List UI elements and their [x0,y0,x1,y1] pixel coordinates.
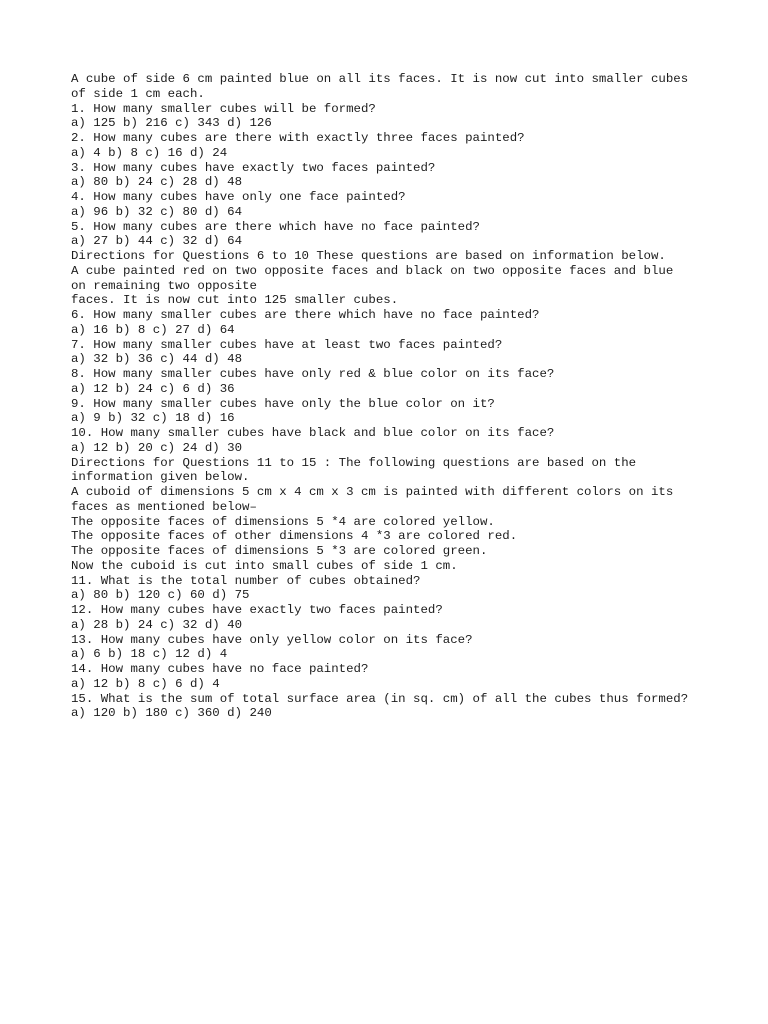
intro-text: faces as mentioned below– [71,499,257,514]
question-text: 2. How many cubes are there with exactly three faces painted? [71,131,525,145]
question-text: 12. How many cubes have exactly two faces painted? [71,603,443,617]
intro-text: A cube painted red on two opposite faces and black on two opposite faces and blue [71,263,674,278]
answer-options: a) 96 b) 32 c) 80 d) 64 [71,204,243,219]
question-text: 15. What is the sum of total surface area (in sq. cm) of all the cubes thus formed? [71,691,689,706]
question-text: 8. How many smaller cubes have only red & blue color on its face? [71,367,555,381]
intro-text: A cuboid of dimensions 5 cm x 4 cm x 3 cm is painted with different colors on its [71,485,674,499]
answer-options: a) 4 b) 8 c) 16 d) 24 [71,145,228,160]
intro-text: of side 1 cm each. [71,86,205,101]
intro-text: A cube of side 6 cm painted blue on all its faces. It is now cut into smaller cubes [71,72,689,86]
intro-text: Now the cuboid is cut into small cubes of side 1 cm. [71,558,458,573]
answer-options: a) 12 b) 20 c) 24 d) 30 [71,440,243,455]
answer-options: a) 12 b) 8 c) 6 d) 4 [71,676,220,691]
answer-options: a) 120 b) 180 c) 360 d) 240 [71,706,272,721]
question-text: 3. How many cubes have exactly two faces painted? [71,160,436,175]
answer-options: a) 32 b) 36 c) 44 d) 48 [71,352,243,367]
question-text: 10. How many smaller cubes have black and blue color on its face? [71,426,555,440]
question-text: 14. How many cubes have no face painted? [71,662,369,676]
answer-options: a) 12 b) 24 c) 6 d) 36 [71,381,235,396]
answer-options: a) 16 b) 8 c) 27 d) 64 [71,322,235,337]
intro-text: on remaining two opposite [71,278,257,293]
directions-text: Directions for Questions 11 to 15 : The following questions are based on the [71,455,637,470]
intro-text: The opposite faces of dimensions 5 *4 are colored yellow. [71,514,495,529]
question-text: 11. What is the total number of cubes obtained? [71,573,421,588]
intro-text: The opposite faces of other dimensions 4 *3 are colored red. [71,529,518,544]
directions-text: information given below. [71,470,250,485]
document-page [71,72,711,721]
directions-text: Directions for Questions 6 to 10 These questions are based on information below. [71,249,666,263]
question-text: 5. How many cubes are there which have no face painted? [71,219,480,234]
answer-options: a) 80 b) 120 c) 60 d) 75 [71,588,250,603]
question-text: 7. How many smaller cubes have at least two faces painted? [71,337,503,352]
answer-options: a) 80 b) 24 c) 28 d) 48 [71,175,243,190]
answer-options: a) 28 b) 24 c) 32 d) 40 [71,617,243,632]
answer-options: a) 27 b) 44 c) 32 d) 64 [71,234,243,249]
question-text: 4. How many cubes have only one face painted? [71,190,406,204]
question-text: 9. How many smaller cubes have only the blue color on it? [71,396,495,411]
answer-options: a) 125 b) 216 c) 343 d) 126 [71,116,272,131]
question-text: 1. How many smaller cubes will be formed? [71,101,376,116]
intro-text: The opposite faces of dimensions 5 *3 are colored green. [71,544,488,558]
answer-options: a) 6 b) 18 c) 12 d) 4 [71,647,228,662]
question-text: 13. How many cubes have only yellow color on its face? [71,632,473,647]
intro-text: faces. It is now cut into 125 smaller cubes. [71,293,399,308]
answer-options: a) 9 b) 32 c) 18 d) 16 [71,411,235,426]
question-text: 6. How many smaller cubes are there which have no face painted? [71,308,540,322]
